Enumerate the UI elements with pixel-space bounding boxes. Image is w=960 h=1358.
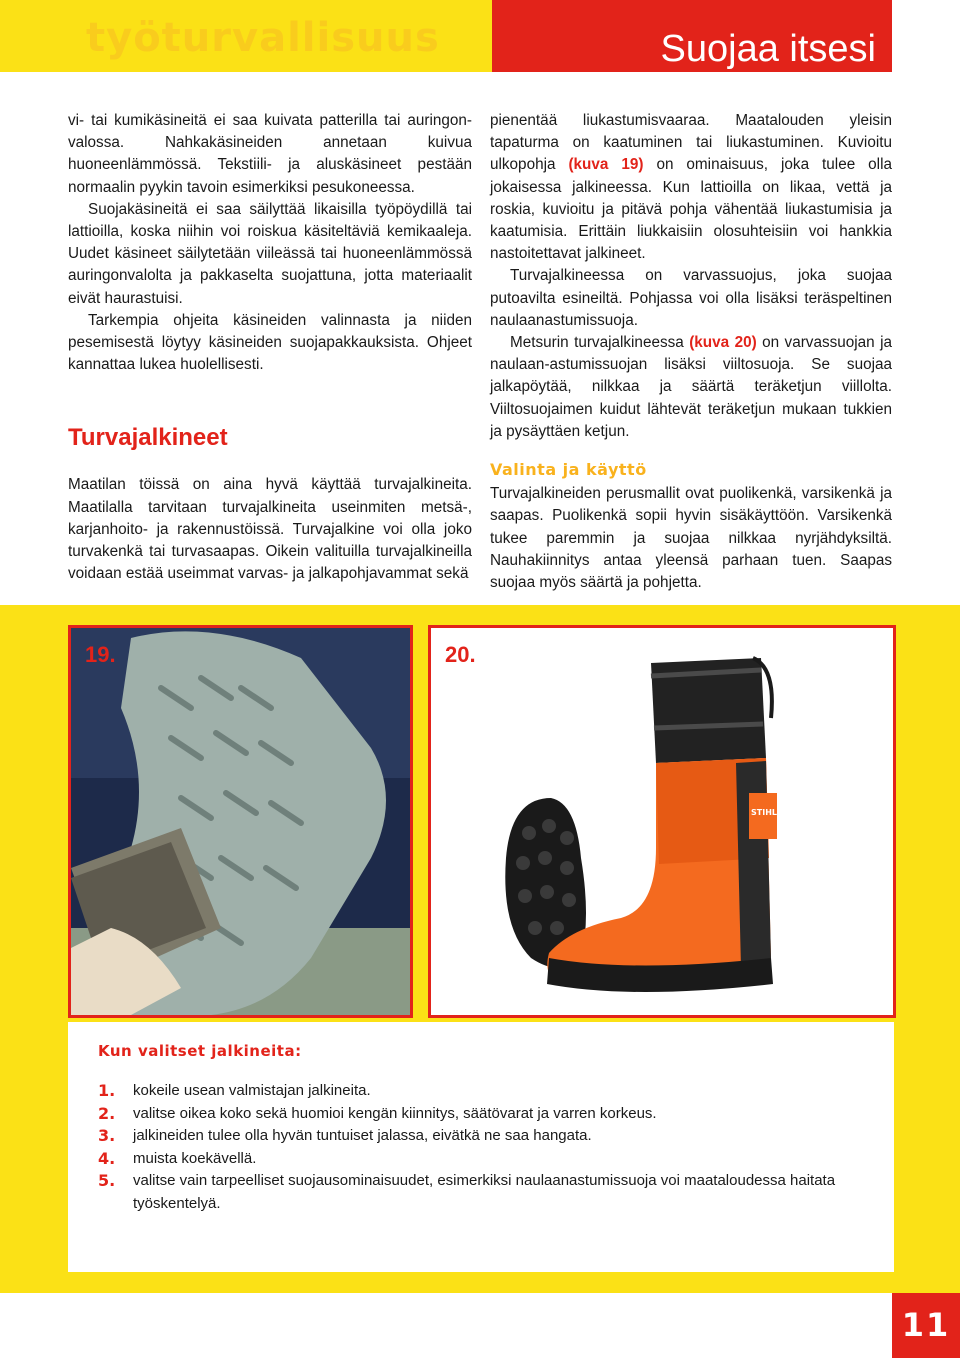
list-item xyxy=(98,1080,868,1103)
right-paragraph-2: Turvajalkineessa on varvassuojus, joka suojaa putoavilta esineiltä. Pohjassa voi olla lisäksi teräspeltinen naulaanastumissuoja. xyxy=(490,267,892,329)
right-paragraph-1 xyxy=(490,110,892,265)
right-paragraph-3-text-b: on varvassuojan ja naulaan-astumissuojan lisäksi viiltosuoja. Se suojaa jalkapöytää, nilkkaa ja säärtä teräketjun viillolta. Viiltosuojaimen kuidut lähtevät teräketjun mukaan tukkien ja pysäyttäen ketjun. xyxy=(490,334,892,440)
list-item-text: jalkineiden tulee olla hyvän tuntuiset jalassa, eivätkä ne saa hangata. xyxy=(133,1127,592,1144)
left-paragraph-4: Maatilan töissä on aina hyvä käyttää turvajalkineita. Maatilalla tarvitaan turvajalkineita useinmiten metsä-, karjanhoito- ja rakennustöissä. Turvajalkine voi olla joko turvakenkä tai turvasaapas. Oikein valituilla turvajalkineilla voidaan estää useimmat varvas- ja jalkapohjavammat sekä xyxy=(68,476,472,583)
left-paragraph-1: vi- tai kumikäsineitä ei saa kuivata patterilla tai auringon-valossa. Nahkakäsineiden annetaan kuivua huoneenlämmössä. Tekstiili- ja aluskäsineet pestään normaalin pyykin tavoin esimerkiksi pesukoneessa. xyxy=(68,112,472,196)
right-paragraph-3-text-a: Metsurin turvajalkineessa xyxy=(510,334,690,352)
right-paragraph-1-text-b: on ominaisuus, joka tulee olla jokaisessa jalkineessa. Kun lattioilla on likaa, vettä ja roskia, kuvioitu ja pitävä pohja vähentää liukastumisia ja kaatumisia. Erittäin liukkaisiin olosuhteisiin voi hankkia nastoitettavat jalkineet. xyxy=(490,156,892,263)
figure-19-photo xyxy=(68,625,413,1018)
left-paragraph-2: Suojakäsineitä ei saa säilyttää likaisilla työpöydillä tai lattioilla, koska niihin voi roiskua käsiteltäviä kemikaaleja. Uudet käsineet säilytetään viileässä tai huoneenlämmössä auringonvalolta ja pakkaselta suojattuna, jotta materiaalit eivät haurastuisi. xyxy=(68,200,472,307)
list-item xyxy=(98,1125,868,1148)
list-item-number: 5. xyxy=(98,1171,116,1190)
checklist-items xyxy=(98,1080,868,1215)
chainsaw-boot-illustration xyxy=(431,628,893,1015)
page-number: 11 xyxy=(901,1306,951,1344)
figure-19-reference: (kuva 19) xyxy=(568,156,644,174)
figure-19-label: 19. xyxy=(85,642,116,667)
list-item-number: 3. xyxy=(98,1126,116,1145)
stihl-logo: STIHL xyxy=(751,808,777,817)
boot-sole-illustration xyxy=(71,628,410,1015)
header-brand: työturvallisuus xyxy=(86,15,440,61)
list-item-number: 2. xyxy=(98,1103,116,1123)
left-text-column xyxy=(68,110,472,585)
list-item xyxy=(98,1170,868,1215)
boot-upper xyxy=(547,658,777,992)
right-paragraph-4: Turvajalkineiden perusmallit ovat puolikenkä, varsikenkä ja saapas. Puolikenkä sopii hyvin sisäkäyttöön. Varsikenkä tukee paremmin ja suojaa nilkkaa nyrjähdyksiltä. Nauhakiinnitys antaa yleensä parhaan tuen. Saapas suojaa myös säärtä ja pohjetta. xyxy=(490,485,892,592)
list-item xyxy=(98,1103,868,1126)
list-item-text: kokeile usean valmistajan jalkineita. xyxy=(133,1082,371,1099)
page-title: Suojaa itsesi xyxy=(660,28,876,70)
figure-20-label: 20. xyxy=(445,642,476,667)
header-right-strip xyxy=(892,0,960,72)
checklist-box xyxy=(68,1022,894,1272)
list-item-text: muista koekävellä. xyxy=(133,1149,257,1167)
right-paragraph-1-text-a: pienentää liukastumisvaaraa. Maatalouden yleisin tapaturma on kaatuminen tai liukastuminen. Kuvioitu ulkopohja xyxy=(490,112,892,174)
right-text-column xyxy=(490,110,892,594)
list-item-text: valitse oikea koko sekä huomioi kengän kiinnitys, säätövarat ja varren korkeus. xyxy=(133,1104,657,1122)
subheading-selection-and-use: Valinta ja käyttö xyxy=(490,460,647,480)
list-item xyxy=(98,1148,868,1171)
section-heading-safety-footwear: Turvajalkineet xyxy=(68,424,228,452)
left-paragraph-3: Tarkempia ohjeita käsineiden valinnasta ja niiden pesemisestä löytyy käsineiden suojapakkauksista. Ohjeet kannattaa lukea huolellisesti. xyxy=(68,311,472,374)
list-item-text: valitse vain tarpeelliset suojausominaisuudet, esimerkiksi naulaanastumissuoja voi maataloudessa haitata työskentelyä. xyxy=(133,1172,836,1212)
checklist-title: Kun valitset jalkineita: xyxy=(98,1042,302,1060)
figure-20-reference: (kuva 20) xyxy=(689,334,757,352)
list-item-number: 1. xyxy=(98,1081,116,1100)
figure-20-photo xyxy=(428,625,896,1018)
list-item-number: 4. xyxy=(98,1148,116,1168)
right-paragraph-3 xyxy=(490,332,892,443)
